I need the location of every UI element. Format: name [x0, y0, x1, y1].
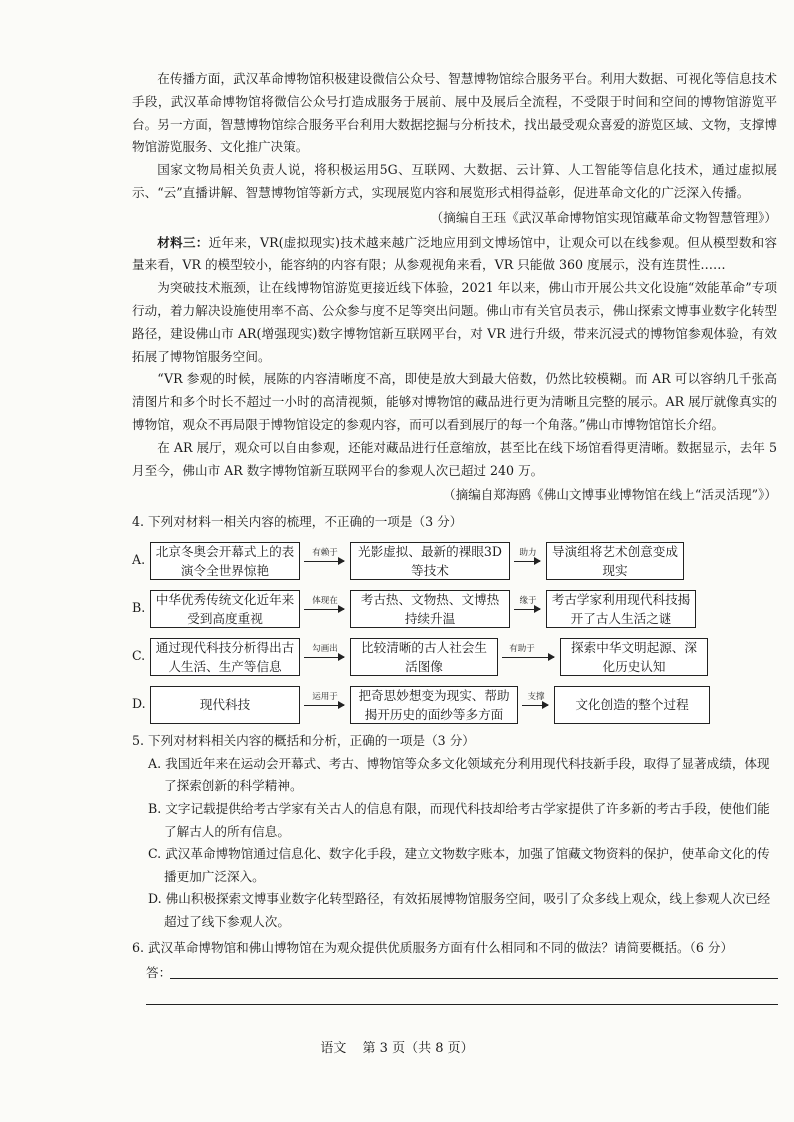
paragraph: 为突破技术瓶颈，让在线博物馆游览更接近线下体验，2021 年以来，佛山市开展公共文化设施“效能革命”专项行动，着力解决设施使用率不高、公众参与度不足等突出问题。佛山市有关官员表示，佛山探索文博事业数字化转型路径，建设佛山市 AR(增强现实)数字博物馆新互联网平台，对 VR 进行升级，带来沉浸式的博物馆参观体验，有效拓展了博物馆服务空间。 [132, 280, 777, 364]
flow-row-c [132, 636, 777, 678]
flow-row-b [132, 588, 777, 630]
answer-line[interactable] [170, 978, 778, 979]
flow-box-2: 把奇思妙想变为现实、帮助揭开历史的面纱等多方面 [350, 686, 518, 724]
flow-box-1: 现代科技 [150, 686, 300, 724]
right-arrow-icon [522, 705, 548, 706]
right-arrow-icon [304, 609, 344, 610]
paragraph: 国家文物局相关负责人说，将积极运用5G、互联网、大数据、云计算、人工智能等信息化技术，通过虚拟展示、“云”直播讲解、智慧博物馆等新方式，实现展览内容和展览形式相得益彰，促进革命文化的广泛深入传播。 [132, 162, 777, 200]
option-a: A. 我国近年来在运动会开幕式、考古、博物馆等众多文化领域充分利用现代科技新手段，取得了显著成绩，体现了探索创新的科学精神。 [148, 755, 770, 794]
flow-row-d [132, 684, 777, 726]
paragraph: 在 AR 展厅，观众可以自由参观，还能对藏品进行任意缩放，甚至比在线下场馆看得更清晰。数据显示，去年 5 月至今，佛山市 AR 数字博物馆新互联网平台的参观人次已超过 240 万。 [132, 439, 777, 478]
option-c: C. 武汉革命博物馆通过信息化、数字化手段，建立文物数字账本，加强了馆藏文物资料的保护，使革命文化的传播更加广泛深入。 [148, 846, 770, 884]
question-6: 6. 武汉革命博物馆和佛山博物馆在为观众提供优质服务方面有什么相同和不同的做法？请简要概括。（6 分） [132, 940, 734, 956]
footer-subject: 语文 [320, 1041, 347, 1056]
flow-box-2: 光影虚拟、最新的裸眼3D 等技术 [350, 542, 510, 580]
right-arrow-icon [304, 657, 344, 658]
option-label: A. [132, 551, 146, 567]
page-footer [0, 1037, 794, 1056]
option-label: D. [132, 695, 146, 711]
answer-line[interactable] [146, 1004, 778, 1005]
footer-page-number: 第 3 页（共 8 页） [362, 1041, 474, 1056]
exam-page [132, 68, 777, 1008]
source-citation: （摘编自王珏《武汉革命博物馆实现馆藏革命文物智慧管理》） [430, 209, 777, 225]
material-label: 材料三： [157, 234, 209, 250]
flow-box-3: 导演组将艺术创意变成现实 [546, 542, 684, 580]
flow-box-1: 北京冬奥会开幕式上的表演令全世界惊艳 [150, 542, 300, 580]
arrow-label: 助力 [519, 547, 537, 558]
question-5: 5. 下列对材料相关内容的概括和分析，正确的一项是（3 分） [132, 732, 475, 748]
arrow-label: 勾画出 [312, 643, 338, 654]
flow-box-3: 文化创造的整个过程 [554, 686, 710, 724]
arrow-label: 缘于 [519, 595, 537, 606]
paragraph: “VR 参观的时候，展陈的内容清晰度不高，即使是放大到最大倍数，仍然比较模糊。而 AR 可以容纳几千张高清图片和多个时长不超过一小时的高清视频，能够对博物馆的藏品进行更为清晰且完整的展示。AR 展厅就像真实的博物馆，观众不再局限于博物馆设定的参观内容，而可以看到展厅的每一个角落。”佛山市博物馆馆长介绍。 [132, 371, 777, 432]
flow-box-2: 考古热、文物热、文博热持续升温 [350, 590, 510, 628]
arrow-label: 有助于 [509, 643, 535, 654]
option-d: D. 佛山积极探索文博事业数字化转型路径，有效拓展博物馆服务空间，吸引了众多线上观众，线上参观人次已经超过了线下参观人次。 [148, 891, 771, 929]
answer-label: 答： [146, 965, 172, 981]
flow-box-1: 中华优秀传统文化近年来受到高度重视 [150, 590, 300, 628]
question-4: 4. 下列对材料一相关内容的梳理，不正确的一项是（3 分） [132, 514, 463, 530]
option-b: B. 文字记载提供给考古学家有关古人的信息有限，而现代科技却给考古学家提供了许多新的考古手段，使他们能了解古人的所有信息。 [148, 800, 770, 839]
right-arrow-icon [304, 561, 344, 562]
material-three-paragraph [132, 232, 777, 278]
arrow-label: 运用于 [312, 691, 338, 702]
flow-box-3: 探索中华文明起源、深化历史认知 [560, 638, 708, 676]
paragraph: 在传播方面，武汉革命博物馆积极建设微信公众号、智慧博物馆综合服务平台。利用大数据、可视化等信息技术手段，武汉革命博物馆将微信公众号打造成服务于展前、展中及展后全流程，不受限于时间和空间的博物馆游览平台。另一方面，智慧博物馆综合服务平台利用大数据挖掘与分析技术，找出最受观众喜爱的游览区域、文物，支撑博物馆游览服务、文化推广决策。 [132, 71, 777, 155]
arrow-label: 有赖于 [312, 547, 338, 558]
flow-box-1: 通过现代科技分析得出古人生活、生产等信息 [150, 638, 300, 676]
material-text: 近年来，VR(虚拟现实)技术越来越广泛地应用到文博场馆中，让观众可以在线参观。但从模型数和容量来看，VR 的模型较小，能容纳的内容有限；从参观视角来看，VR 只能做 360 度展示，没有连贯性…… [132, 234, 777, 273]
source-citation: （摘编自郑海鸥《佛山文博事业博物馆在线上“活灵活现”》） [442, 487, 777, 503]
right-arrow-icon [514, 561, 540, 562]
arrow-label: 支撑 [527, 691, 545, 702]
option-label: C. [132, 647, 146, 663]
flow-box-2: 比较清晰的古人社会生活图像 [350, 638, 498, 676]
answer-area [132, 960, 777, 1008]
arrow-label: 体现在 [312, 595, 338, 606]
flow-box-3: 考古学家利用现代科技揭开了古人生活之谜 [546, 590, 696, 628]
right-arrow-icon [514, 609, 540, 610]
right-arrow-icon [304, 705, 344, 706]
right-arrow-icon [502, 657, 554, 658]
flow-row-a [132, 540, 777, 582]
option-label: B. [132, 599, 146, 615]
